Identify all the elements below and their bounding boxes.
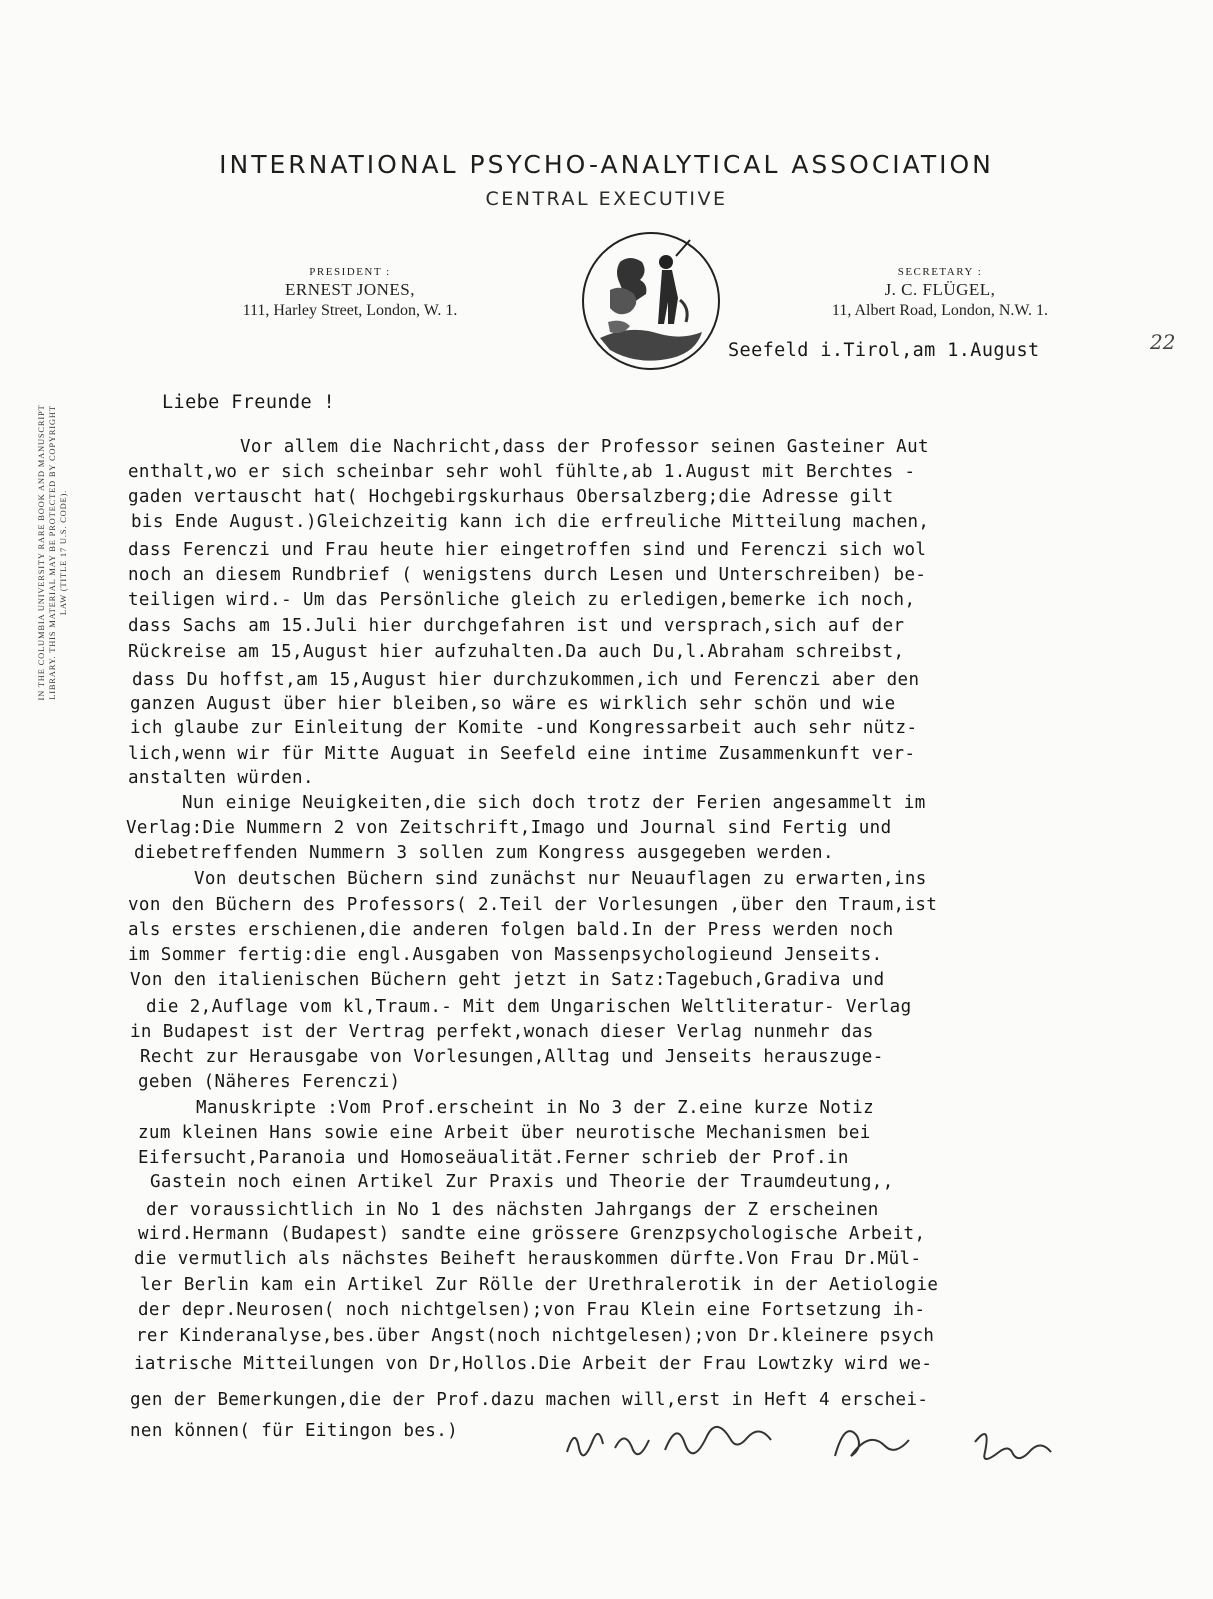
- letter-line: noch an diesem Rundbrief ( wenigstens durch Lesen und Unterschreiben) be-: [128, 565, 927, 585]
- letter-line: lich,wenn wir für Mitte Auguat in Seefeld eine intime Zusammenkunft ver-: [128, 744, 916, 764]
- letter-line: wird.Hermann (Budapest) sandte eine grössere Grenzpsychologische Arbeit,: [138, 1224, 926, 1244]
- oedipus-sphinx-emblem-icon: [580, 230, 722, 372]
- letter-line: Rückreise am 15,August hier aufzuhalten.Da auch Du,l.Abraham schreibst,: [128, 642, 905, 662]
- letter-line: Von den italienischen Büchern geht jetzt in Satz:Tagebuch,Gradiva und: [130, 970, 885, 990]
- dateline: Seefeld i.Tirol,am 1.August: [728, 340, 1040, 361]
- letter-line: von den Büchern des Professors( 2.Teil der Vorlesungen ,über den Traum,ist: [128, 895, 938, 915]
- letterhead-title: INTERNATIONAL PSYCHO-ANALYTICAL ASSOCIATION: [219, 150, 994, 179]
- letter-line: dass Ferenczi und Frau heute hier eingetroffen sind und Ferenczi sich wol: [128, 540, 927, 560]
- letter-line: Verlag:Die Nummern 2 von Zeitschrift,Imago und Journal sind Fertig und: [126, 818, 892, 838]
- letter-line: die vermutlich als nächstes Beiheft herauskommen dürfte.Von Frau Dr.Mül-: [134, 1249, 922, 1269]
- letter-line: in Budapest ist der Vertrag perfekt,wonach dieser Verlag nunmehr das: [130, 1022, 874, 1042]
- letter-line: dass Du hoffst,am 15,August hier durchzukommen,ich und Ferenczi aber den: [132, 670, 920, 690]
- letter-line: die 2,Auflage vom kl,Traum.- Mit dem Ungarischen Weltliteratur- Verlag: [146, 997, 912, 1017]
- letter-line: Nun einige Neuigkeiten,die sich doch trotz der Ferien angesammelt im: [182, 793, 926, 813]
- letter-line: der depr.Neurosen( noch nichtgelsen);von Frau Klein eine Fortsetzung ih-: [138, 1300, 926, 1320]
- letter-line: Manuskripte :Vom Prof.erscheint in No 3 der Z.eine kurze Notiz: [196, 1098, 875, 1118]
- letter-line: Eifersucht,Paranoia und Homoseäualität.Ferner schrieb der Prof.in: [138, 1148, 849, 1168]
- letter-line: bis Ende August.)Gleichzeitig kann ich die erfreuliche Mitteilung machen,: [131, 512, 930, 532]
- letter-line: zum kleinen Hans sowie eine Arbeit über neurotische Mechanismen bei: [138, 1123, 871, 1143]
- page-number: 22: [1150, 330, 1176, 354]
- letter-line: anstalten würden.: [128, 768, 314, 788]
- letter-line: als erstes erschienen,die anderen folgen bald.In der Press werden noch: [128, 920, 894, 940]
- letter-line: gaden vertauscht hat( Hochgebirgskurhaus Obersalzberg;die Adresse gilt: [128, 487, 894, 507]
- letter-line: Von deutschen Büchern sind zunächst nur Neuauflagen zu erwarten,ins: [194, 869, 927, 889]
- salutation: Liebe Freunde !: [162, 392, 336, 413]
- letter-line: gen der Bemerkungen,die der Prof.dazu machen will,erst in Heft 4 erschei-: [130, 1390, 929, 1410]
- letter-line: Recht zur Herausgabe von Vorlesungen,Alltag und Jenseits herauszuge-: [140, 1047, 884, 1067]
- letter-line: enthalt,wo er sich scheinbar sehr wohl fühlte,ab 1.August mit Berchtes -: [128, 462, 916, 482]
- letter-line: diebetreffenden Nummern 3 sollen zum Kongress ausgegeben werden.: [134, 843, 834, 863]
- president-name: ERNEST JONES,: [285, 280, 415, 299]
- letter-line: Gastein noch einen Artikel Zur Praxis und Theorie der Traumdeutung,,: [150, 1172, 894, 1192]
- letter-line: dass Sachs am 15.Juli hier durchgefahren ist und versprach,sich auf der: [128, 616, 905, 636]
- president-role: PRESIDENT :: [309, 266, 391, 278]
- letter-line: ganzen August über hier bleiben,so wäre es wirklich sehr schön und wie: [130, 694, 896, 714]
- letterhead-subtitle: CENTRAL EXECUTIVE: [485, 188, 728, 210]
- letter-line: nen können( für Eitingon bes.): [130, 1421, 459, 1441]
- letter-line: Vor allem die Nachricht,dass der Professor seinen Gasteiner Aut: [240, 437, 929, 457]
- copyright-margin-note: IN THE COLUMBIA UNIVERSITY RARE BOOK AND MANUSCRIPT LIBRARY. THIS MATERIAL MAY BE PROTECTED BY COPYRIGHT LAW (TITLE 17 U.S. CODE).: [36, 404, 68, 701]
- president-address: 111, Harley Street, London, W. 1.: [242, 302, 458, 319]
- handwritten-signature-icon: [555, 1412, 1115, 1472]
- letter-line: der voraussichtlich in No 1 des nächsten Jahrgangs der Z erscheinen: [146, 1200, 879, 1220]
- letter-line: ler Berlin kam ein Artikel Zur Rölle der Urethralerotik in der Aetiologie: [140, 1275, 939, 1295]
- letter-line: teiligen wird.- Um das Persönliche gleich zu erledigen,bemerke ich noch,: [128, 590, 916, 610]
- letter-line: ich glaube zur Einleitung der Komite -und Kongressarbeit auch sehr nütz-: [130, 718, 918, 738]
- secretary-name: J. C. FLÜGEL,: [884, 280, 996, 299]
- letter-line: iatrische Mitteilungen von Dr,Hollos.Die Arbeit der Frau Lowtzky wird we-: [134, 1354, 933, 1374]
- secretary-block: [770, 266, 1110, 320]
- letter-line: rer Kinderanalyse,bes.über Angst(noch nichtgelesen);von Dr.kleinere psych: [136, 1326, 935, 1346]
- secretary-role: SECRETARY :: [897, 266, 983, 278]
- letter-line: im Sommer fertig:die engl.Ausgaben von Massenpsychologieund Jenseits.: [128, 945, 883, 965]
- letter-line: geben (Näheres Ferenczi): [138, 1072, 401, 1092]
- secretary-address: 11, Albert Road, London, N.W. 1.: [831, 302, 1049, 319]
- president-block: [190, 266, 510, 320]
